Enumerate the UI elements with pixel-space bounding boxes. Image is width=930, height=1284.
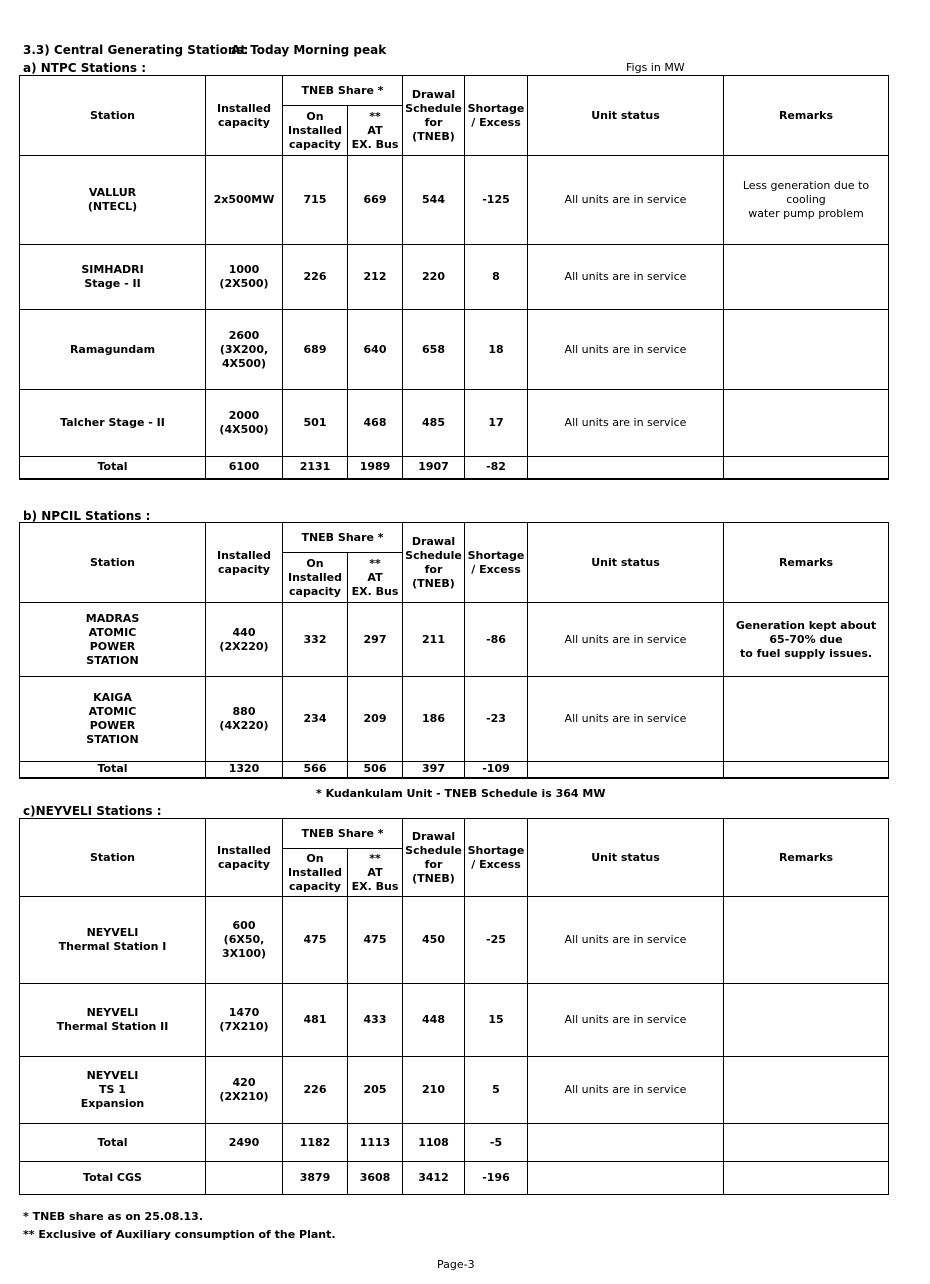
on-installed-capacity: 689 (283, 310, 348, 390)
on-installed-capacity: 332 (283, 603, 348, 677)
header-tneb-share-label: TNEB Share * (301, 83, 384, 97)
shortage-excess: -86 (465, 603, 528, 677)
footnote-auxiliary: ** Exclusive of Auxiliary consumption of the Plant. (23, 1228, 336, 1241)
header-drawal-line: (TNEB) (412, 576, 455, 590)
total-shortage: -82 (465, 457, 528, 479)
installed-capacity-line: 880 (232, 705, 256, 718)
station-name (20, 310, 206, 390)
at-ex-bus: 205 (348, 1057, 403, 1124)
shortage-excess: -25 (465, 897, 528, 984)
header-at-line: EX. Bus (351, 137, 399, 151)
on-installed-capacity: 475 (283, 897, 348, 984)
header-tneb-share-label: TNEB Share * (301, 826, 384, 840)
at-ex-bus: 475 (348, 897, 403, 984)
installed-capacity-line: (2X220) (219, 639, 269, 653)
total-at-ex-bus: 1989 (348, 457, 403, 479)
header-on-line: capacity (289, 584, 341, 598)
installed-capacity (206, 245, 283, 310)
installed-capacity (206, 897, 283, 984)
header-at-line: EX. Bus (351, 879, 399, 893)
header-unit-status-label: Unit status (591, 850, 660, 864)
installed-capacity-line: (7X210) (219, 1020, 269, 1033)
drawal-schedule: 485 (403, 390, 465, 457)
header-on-line: capacity (289, 879, 341, 893)
total-unit-status (528, 1124, 724, 1162)
station-name (20, 156, 206, 245)
header-drawal-line: for (424, 857, 443, 871)
shortage-excess: -23 (465, 677, 528, 762)
total-label: Total (20, 762, 206, 778)
on-installed-capacity: 501 (283, 390, 348, 457)
station-name (20, 390, 206, 457)
header-remarks-label: Remarks (778, 555, 834, 569)
ntpc-table (19, 75, 889, 480)
total-row (20, 762, 889, 778)
total-drawal: 1108 (403, 1124, 465, 1162)
header-drawal (403, 819, 465, 897)
header-drawal-line: Schedule (405, 843, 462, 857)
drawal-schedule: 448 (403, 984, 465, 1057)
total-on-installed: 3879 (283, 1162, 348, 1195)
remarks (724, 245, 889, 310)
installed-capacity-line: 2x500MW (213, 193, 275, 206)
unit-status: All units are in service (528, 603, 724, 677)
header-on-line: On (306, 556, 324, 570)
header-shortage (465, 76, 528, 156)
header-drawal (403, 76, 465, 156)
total-cgs-row (20, 1162, 889, 1195)
installed-capacity (206, 390, 283, 457)
at-ex-bus: 640 (348, 310, 403, 390)
header-station (20, 819, 206, 897)
remarks (724, 390, 889, 457)
remarks (724, 897, 889, 984)
installed-capacity (206, 156, 283, 245)
unit-status: All units are in service (528, 156, 724, 245)
total-remarks (724, 762, 889, 778)
header-at-ex-bus (348, 849, 403, 897)
total-shortage: -109 (465, 762, 528, 778)
remarks (724, 603, 889, 677)
table-row (20, 390, 889, 457)
table-row (20, 677, 889, 762)
station-name-line: POWER (89, 639, 136, 653)
header-on-line: Installed (287, 123, 343, 137)
header-drawal-line: Drawal (411, 829, 456, 843)
figs-label: Figs in MW (626, 61, 685, 74)
at-ex-bus: 468 (348, 390, 403, 457)
header-drawal-line: Schedule (405, 548, 462, 562)
installed-capacity (206, 984, 283, 1057)
remarks-line: Less generation due to cooling (742, 179, 870, 206)
installed-capacity-line: (2X210) (219, 1090, 269, 1103)
header-row (20, 523, 889, 553)
installed-capacity-line: 600 (232, 919, 256, 932)
unit-status: All units are in service (528, 310, 724, 390)
header-installed-line: capacity (218, 115, 270, 129)
header-shortage (465, 523, 528, 603)
header-station-label: Station (89, 108, 136, 122)
ntpc-heading: a) NTPC Stations : (23, 61, 146, 75)
drawal-schedule: 658 (403, 310, 465, 390)
header-at-line: AT (367, 570, 383, 584)
station-name-line: STATION (86, 653, 139, 667)
remarks (724, 677, 889, 762)
header-at-line: ** (369, 851, 381, 865)
header-station (20, 523, 206, 603)
header-installed-line: capacity (218, 857, 270, 871)
unit-status: All units are in service (528, 390, 724, 457)
header-shortage-line: / Excess (471, 857, 521, 871)
header-tneb-share (283, 76, 403, 106)
installed-capacity-line: 1470 (228, 1006, 260, 1019)
station-name-line: MADRAS (85, 611, 140, 625)
header-installed-line: Installed (216, 548, 272, 562)
remarks (724, 310, 889, 390)
station-name-line: Thermal Station II (56, 1020, 169, 1033)
installed-capacity-line: 2000 (228, 409, 260, 422)
installed-capacity (206, 1057, 283, 1124)
drawal-schedule: 450 (403, 897, 465, 984)
header-at-line: EX. Bus (351, 584, 399, 598)
header-installed (206, 76, 283, 156)
at-ex-bus: 433 (348, 984, 403, 1057)
header-installed (206, 523, 283, 603)
station-name-line: Stage - II (84, 277, 141, 290)
station-name (20, 245, 206, 310)
npcil-table-body (20, 523, 889, 778)
remarks-line: water pump problem (748, 207, 864, 220)
npcil-heading: b) NPCIL Stations : (23, 509, 151, 523)
header-on-line: capacity (289, 137, 341, 151)
station-name-line: (NTECL) (87, 200, 138, 213)
total-unit-status (528, 1162, 724, 1195)
header-remarks (724, 819, 889, 897)
header-installed-line: Installed (216, 101, 272, 115)
header-row (20, 819, 889, 849)
shortage-excess: 8 (465, 245, 528, 310)
header-remarks (724, 76, 889, 156)
header-unit-status (528, 76, 724, 156)
station-name-line: NEYVELI (86, 926, 139, 939)
on-installed-capacity: 715 (283, 156, 348, 245)
installed-capacity-line: 4X500) (221, 356, 267, 370)
total-at-ex-bus: 3608 (348, 1162, 403, 1195)
table-row (20, 310, 889, 390)
at-ex-bus: 669 (348, 156, 403, 245)
section-subtitle: At Today Morning peak (231, 43, 387, 57)
total-unit-status (528, 457, 724, 479)
header-row (20, 76, 889, 106)
station-name-line: VALLUR (88, 186, 137, 199)
header-on-installed (283, 106, 348, 156)
shortage-excess: 18 (465, 310, 528, 390)
at-ex-bus: 212 (348, 245, 403, 310)
header-on-line: Installed (287, 570, 343, 584)
drawal-schedule: 544 (403, 156, 465, 245)
unit-status: All units are in service (528, 984, 724, 1057)
header-at-ex-bus (348, 106, 403, 156)
drawal-schedule: 220 (403, 245, 465, 310)
neyveli-heading: c)NEYVELI Stations : (23, 804, 162, 818)
drawal-schedule: 186 (403, 677, 465, 762)
installed-capacity-line: (4X220) (219, 719, 269, 732)
header-shortage-line: Shortage (467, 548, 525, 562)
header-installed (206, 819, 283, 897)
header-tneb-share (283, 819, 403, 849)
on-installed-capacity: 481 (283, 984, 348, 1057)
header-installed-line: Installed (216, 843, 272, 857)
header-unit-status-label: Unit status (591, 555, 660, 569)
header-drawal-line: (TNEB) (412, 871, 455, 885)
total-row (20, 457, 889, 479)
header-on-line: Installed (287, 865, 343, 879)
npcil-table (19, 522, 889, 779)
unit-status: All units are in service (528, 1057, 724, 1124)
station-name-line: Talcher Stage - II (60, 416, 165, 429)
table-row (20, 1057, 889, 1124)
header-shortage-line: / Excess (471, 562, 521, 576)
unit-status: All units are in service (528, 897, 724, 984)
total-shortage: -5 (465, 1124, 528, 1162)
shortage-excess: -125 (465, 156, 528, 245)
remarks-line: to fuel supply issues. (739, 646, 873, 660)
station-name-line: STATION (86, 733, 139, 746)
header-unit-status (528, 523, 724, 603)
installed-capacity (206, 310, 283, 390)
total-capacity: 6100 (206, 457, 283, 479)
remarks (724, 984, 889, 1057)
header-drawal-line: Drawal (411, 534, 456, 548)
station-name-line: KAIGA (93, 691, 132, 704)
station-name (20, 603, 206, 677)
total-drawal: 3412 (403, 1162, 465, 1195)
total-label: Total (20, 1124, 206, 1162)
header-shortage-line: / Excess (471, 115, 521, 129)
installed-capacity-line: (6X50, (223, 933, 265, 946)
station-name-line: Ramagundam (69, 342, 156, 356)
header-tneb-share (283, 523, 403, 553)
station-name-line: NEYVELI (86, 1069, 139, 1082)
header-drawal-line: (TNEB) (412, 129, 455, 143)
drawal-schedule: 210 (403, 1057, 465, 1124)
unit-status: All units are in service (528, 245, 724, 310)
header-station (20, 76, 206, 156)
total-label: Total (20, 457, 206, 479)
header-unit-status (528, 819, 724, 897)
installed-capacity (206, 603, 283, 677)
header-on-line: On (306, 851, 324, 865)
total-remarks (724, 1162, 889, 1195)
header-unit-status-label: Unit status (591, 108, 660, 122)
table-row (20, 984, 889, 1057)
station-name (20, 1057, 206, 1124)
remarks-line: Generation kept about 65-70% due (735, 618, 877, 646)
table-row (20, 897, 889, 984)
station-name-line: ATOMIC (88, 625, 137, 639)
total-on-installed: 566 (283, 762, 348, 778)
page-number: Page-3 (437, 1258, 475, 1271)
total-label: Total CGS (20, 1162, 206, 1195)
station-name (20, 984, 206, 1057)
header-drawal-line: Schedule (405, 101, 462, 115)
header-remarks (724, 523, 889, 603)
neyveli-table-body (20, 819, 889, 1195)
total-capacity: 2490 (206, 1124, 283, 1162)
header-drawal-line: for (424, 562, 443, 576)
station-name-line: SIMHADRI (81, 263, 144, 276)
station-name (20, 897, 206, 984)
station-name-line: ATOMIC (88, 705, 137, 718)
installed-capacity-line: 3X100) (221, 947, 267, 960)
shortage-excess: 15 (465, 984, 528, 1057)
total-remarks (724, 1124, 889, 1162)
header-shortage-line: Shortage (467, 843, 525, 857)
header-on-installed (283, 553, 348, 603)
total-remarks (724, 457, 889, 479)
ntpc-table-body (20, 76, 889, 479)
table-row (20, 245, 889, 310)
header-drawal-line: for (424, 115, 443, 129)
shortage-excess: 5 (465, 1057, 528, 1124)
on-installed-capacity: 234 (283, 677, 348, 762)
station-name-line: POWER (89, 719, 136, 732)
header-shortage (465, 819, 528, 897)
header-installed-line: capacity (218, 562, 270, 576)
header-on-line: On (306, 109, 324, 123)
station-name-line: Expansion (80, 1097, 145, 1110)
station-name-line: NEYVELI (86, 1006, 139, 1019)
total-row (20, 1124, 889, 1162)
remarks (724, 1057, 889, 1124)
header-station-label: Station (89, 555, 136, 569)
header-shortage-line: Shortage (467, 101, 525, 115)
total-on-installed: 2131 (283, 457, 348, 479)
header-at-ex-bus (348, 553, 403, 603)
header-tneb-share-label: TNEB Share * (301, 530, 384, 544)
total-capacity: 1320 (206, 762, 283, 778)
header-remarks-label: Remarks (778, 108, 834, 122)
neyveli-table (19, 818, 889, 1195)
table-row (20, 156, 889, 245)
total-drawal: 1907 (403, 457, 465, 479)
header-at-line: ** (369, 109, 381, 123)
header-on-installed (283, 849, 348, 897)
drawal-schedule: 211 (403, 603, 465, 677)
installed-capacity (206, 677, 283, 762)
total-at-ex-bus: 506 (348, 762, 403, 778)
total-on-installed: 1182 (283, 1124, 348, 1162)
at-ex-bus: 297 (348, 603, 403, 677)
header-drawal (403, 523, 465, 603)
remarks (724, 156, 889, 245)
header-drawal-line: Drawal (411, 87, 456, 101)
installed-capacity-line: (4X500) (219, 423, 269, 436)
installed-capacity-line: 2600 (228, 328, 260, 342)
at-ex-bus: 209 (348, 677, 403, 762)
total-unit-status (528, 762, 724, 778)
header-station-label: Station (89, 850, 136, 864)
station-name-line: Thermal Station I (58, 940, 167, 953)
on-installed-capacity: 226 (283, 245, 348, 310)
installed-capacity-line: 1000 (228, 263, 260, 276)
installed-capacity-line: 420 (232, 1076, 256, 1089)
header-at-line: AT (367, 865, 383, 879)
station-name (20, 677, 206, 762)
on-installed-capacity: 226 (283, 1057, 348, 1124)
installed-capacity-line: (3X200, (219, 342, 269, 356)
shortage-excess: 17 (465, 390, 528, 457)
total-at-ex-bus: 1113 (348, 1124, 403, 1162)
header-at-line: ** (369, 556, 381, 570)
header-at-line: AT (367, 123, 383, 137)
total-shortage: -196 (465, 1162, 528, 1195)
unit-status: All units are in service (528, 677, 724, 762)
section-title: 3.3) Central Generating Stations: (23, 43, 249, 57)
table-row (20, 603, 889, 677)
header-remarks-label: Remarks (778, 850, 834, 864)
station-name-line: TS 1 (99, 1083, 126, 1096)
footnote-tneb-share: * TNEB share as on 25.08.13. (23, 1210, 204, 1223)
kudankulam-note: * Kudankulam Unit - TNEB Schedule is 364 MW (316, 787, 606, 800)
total-capacity (206, 1162, 283, 1195)
installed-capacity-line: 440 (232, 625, 256, 639)
installed-capacity-line: (2X500) (219, 277, 269, 290)
total-drawal: 397 (403, 762, 465, 778)
